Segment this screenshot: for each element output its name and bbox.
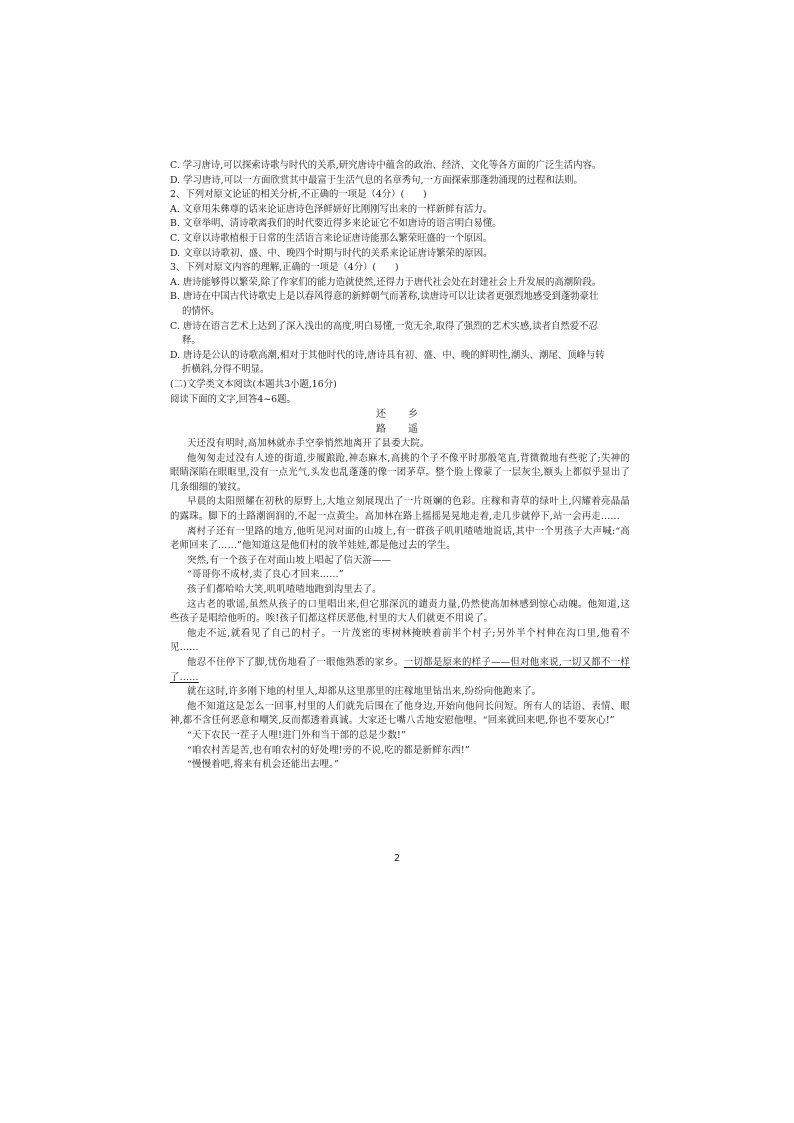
story-paragraph bbox=[170, 656, 630, 685]
q3-option-b-cont: 的情怀。 bbox=[182, 305, 220, 317]
story-paragraph: 他走不远,就看见了自己的村子。一片茂密的枣树林掩映着前半个村子;另外半个村伸在沟口里,他看不见…… bbox=[170, 627, 630, 654]
q2-option-a: A. 文章用朱彝尊的话来论证唐诗色泽鲜妍好比刚刚写出来的一样新鲜有活力。 bbox=[170, 203, 493, 215]
story-paragraph: 他不知道这是怎么一回事,村里的人们就先后围在了他身边,开始向他问长问短。所有人的话语、表情、眼神,都不含任何恶意和嘲笑,反而都透着真诚。大家还七嘴八舌地安慰他哩。“回来就回来吧,你也不要灰心!” bbox=[170, 700, 630, 727]
story-paragraph: 他匆匆走过没有人迹的街道,步履踉跄,神态麻木,高挑的个子不像平时那般笔直,背微微地有些驼了;失神的眼睛深陷在眼眶里,没有一点光气,头发也乱蓬蓬的像一团茅草。整个脸上像蒙了一层灰尘,额头上都似乎显出了几条细细的皱纹。 bbox=[170, 452, 630, 493]
q3-option-b: B. 唐诗在中国古代诗歌史上是以春风得意的新鲜朝气而著称,读唐诗可以让读者更强烈地感受到蓬勃豪壮 bbox=[170, 291, 599, 303]
q1-option-d: D. 学习唐诗,可以一方面欣赏其中最富于生活气息的名章秀句,一方面探索那蓬勃涌现的过程和法则。 bbox=[170, 174, 583, 186]
q2-stem: 2、下列对原文论证的相关分析,不正确的一项是（4分）( ) bbox=[170, 189, 427, 201]
section-instruction: 阅读下面的文字,回答4~6题。 bbox=[170, 393, 296, 405]
story-paragraph: “天下农民一茬子人哩!进门外和当干部的总是少数!” bbox=[187, 729, 406, 741]
section-heading: (二)文学类文本阅读(本题共3小题,16分) bbox=[170, 378, 337, 390]
q2-option-b: B. 文章举明、清诗歌离我们的时代要近得多来论证它不如唐诗的语言明白易懂。 bbox=[170, 218, 502, 230]
story-paragraph: 早晨的太阳照耀在初秋的原野上,大地立刻展现出了一片斑斓的色彩。庄稼和青草的绿叶上,闪耀着亮晶晶的露珠。脚下的土路潮润润的,不起一点黄尘。高加林在路上摇摇晃晃地走着,走几步就停下,站一会再走…… bbox=[170, 496, 630, 523]
page-content bbox=[170, 159, 630, 773]
q3-option-c-cont: 释。 bbox=[182, 335, 201, 347]
q3-option-d-cont: 折横斜,分得不明显。 bbox=[182, 364, 270, 376]
story-paragraph: 突然,有一个孩子在对面山坡上唱起了信天游—— bbox=[187, 554, 392, 566]
story-paragraph: “慢慢着吧,将来有机会还能出去哩。” bbox=[187, 759, 340, 771]
story-paragraph: “咱农村苦是苦,也有咱农村的好处哩!旁的不说,吃的都是新鲜东西!” bbox=[187, 744, 470, 756]
story-paragraph: 这古老的歌谣,虽然从孩子的口里唱出来,但它那深沉的谴责力量,仍然使高加林感到惊心动魄。他知道,这些孩子是唱给他听的。唉!孩子们都这样厌恶他,村里的大人们就更不用说了。 bbox=[170, 598, 630, 625]
story-text: 他忍不住停下了脚,忧伤地看了一眼他熟悉的家乡。 bbox=[187, 657, 404, 668]
story-paragraph: “哥哥你不成材,卖了良心才回来……” bbox=[187, 569, 344, 581]
page-number: 2 bbox=[393, 853, 401, 864]
story-paragraph: 就在这时,许多刚下地的村里人,却都从这里那里的庄稼地里钻出来,纷纷向他跑来了。 bbox=[187, 686, 542, 698]
q1-option-c: C. 学习唐诗,可以探索诗歌与时代的关系,研究唐诗中蕴含的政治、经济、文化等各方面的广泛生活内容。 bbox=[170, 160, 602, 171]
story-author: 路 遥 bbox=[376, 424, 424, 436]
underlined-sentence: 一切都是原来的样子——但对他来说,一切又都不一样了…… bbox=[170, 657, 630, 683]
q3-option-d: D. 唐诗是公认的诗歌高潮,相对于其他时代的诗,唐诗具有初、盛、中、晚的鲜明性,潮头、潮尾、顶峰与转 bbox=[170, 349, 605, 361]
story-title: 还 乡 bbox=[376, 409, 424, 421]
q3-option-a: A. 唐诗能够得以繁荣,除了作家们的能力造就使然,还得力于唐代社会处在封建社会上升发展的高潮阶段。 bbox=[170, 276, 602, 288]
story-paragraph: 离村子还有一里路的地方,他听见河对面的山坡上,有一群孩子叽叽喳喳地说话,其中一个男孩子大声喊:“高老师回来了……”他知道这是他们村的放羊娃娃,都是他过去的学生。 bbox=[170, 525, 630, 552]
q2-option-d: D. 文章以诗歌初、盛、中、晚四个时期与时代的关系来论证唐诗繁荣的原因。 bbox=[170, 247, 493, 259]
story-paragraph: 天还没有明时,高加林就赤手空拳悄然地离开了县委大院。 bbox=[187, 438, 430, 450]
q3-stem: 3、下列对原文内容的理解,正确的一项是（4分）( ) bbox=[170, 262, 399, 274]
q3-option-c: C. 唐诗在语言艺术上达到了深入浅出的高度,明白易懂,一览无余,取得了强烈的艺术实感,读者自然爱不忍 bbox=[170, 320, 598, 332]
story-paragraph: 孩子们都哈哈大笑,叽叽喳喳地跑到沟里去了。 bbox=[187, 584, 382, 596]
q2-option-c: C. 文章以诗歌植根于日常的生活语言来论证唐诗能那么繁荣旺盛的一个原因。 bbox=[170, 232, 493, 244]
